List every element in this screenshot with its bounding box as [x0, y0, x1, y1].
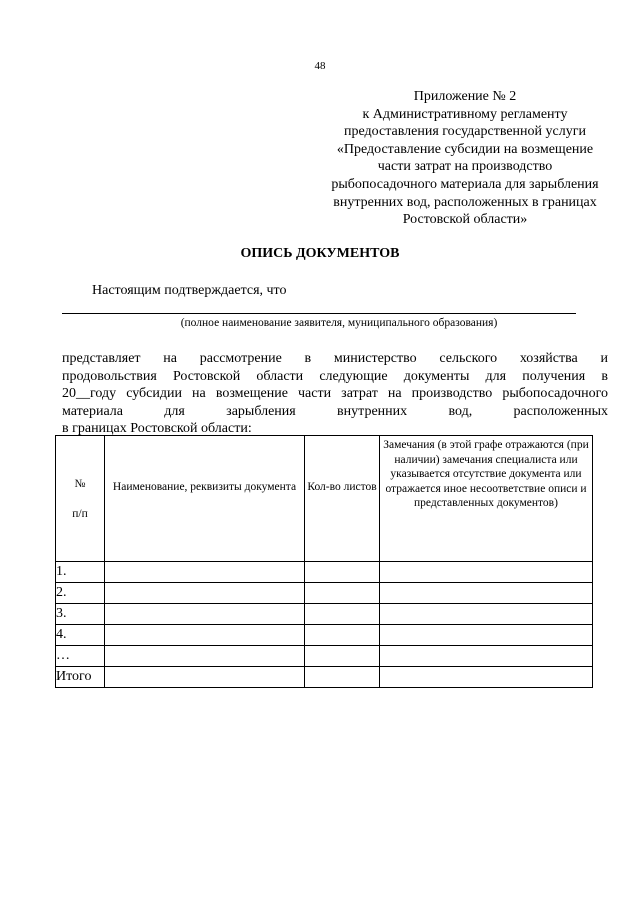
row-number: 4.	[56, 625, 105, 646]
header-number-abbr: п/п	[72, 507, 88, 520]
table-row	[56, 562, 593, 583]
sheet-count-cell	[305, 562, 380, 583]
sheet-count-cell	[305, 604, 380, 625]
header-document-name: Наименование, реквизиты документа	[105, 436, 305, 562]
document-name-cell	[105, 625, 305, 646]
body-line: представляет на рассмотрение в министерство сельского хозяйства и	[62, 351, 608, 366]
appendix-line: «Предоставление субсидии на возмещение	[336, 141, 594, 157]
remarks-cell	[380, 646, 593, 667]
header-number-symbol: №	[74, 477, 86, 490]
table-header-row	[56, 436, 593, 562]
row-number: 1.	[56, 562, 105, 583]
remarks-cell	[380, 583, 593, 604]
remarks-cell	[380, 625, 593, 646]
table-row	[56, 604, 593, 625]
body-line: 20__году субсидии на возмещение части затрат на производство рыбопосадочного	[62, 386, 608, 401]
row-number: 3.	[56, 604, 105, 625]
appendix-header	[300, 88, 630, 229]
confirm-text: Настоящим подтверждается, что	[92, 283, 287, 298]
appendix-line: Приложение № 2	[413, 89, 517, 104]
sheet-count-cell	[305, 646, 380, 667]
sheet-count-cell	[305, 583, 380, 604]
remarks-cell	[380, 562, 593, 583]
document-name-cell	[105, 562, 305, 583]
appendix-line: к Административному регламенту	[362, 106, 568, 122]
remarks-cell	[380, 604, 593, 625]
table-row-total	[56, 667, 593, 688]
appendix-line: внутренних вод, расположенных в границах	[333, 194, 597, 210]
body-line: продовольствия Ростовской области следующие документы для получения в	[62, 368, 608, 384]
body-line: в границах Ростовской области:	[62, 421, 252, 436]
row-number: …	[56, 646, 105, 667]
remarks-cell	[380, 667, 593, 688]
header-sheet-count: Кол-во листов	[305, 436, 380, 562]
table-row	[56, 625, 593, 646]
table-row	[56, 646, 593, 667]
document-name-cell	[105, 646, 305, 667]
document-name-cell	[105, 604, 305, 625]
document-name-cell	[105, 583, 305, 604]
header-number	[56, 436, 105, 562]
appendix-line: Ростовской области»	[402, 212, 528, 228]
table-row	[56, 583, 593, 604]
row-number: 2.	[56, 583, 105, 604]
appendix-line: части затрат на производство	[377, 159, 553, 175]
header-remarks: Замечания (в этой графе отражаются (при наличии) замечания специалиста или указывается отсутствие документа или отражается иное несоответствие описи и представленных документов)	[380, 436, 593, 562]
page-number: 48	[314, 60, 326, 72]
applicant-fill-caption: (полное наименование заявителя, муниципального образования)	[180, 317, 498, 329]
body-paragraph	[62, 350, 608, 438]
appendix-line: рыбопосадочного материала для зарыбления	[331, 176, 599, 192]
appendix-line: предоставления государственной услуги	[344, 124, 586, 140]
sheet-count-cell	[305, 667, 380, 688]
sheet-count-cell	[305, 625, 380, 646]
body-line: материала для зарыбления внутренних вод, расположенных	[62, 403, 608, 419]
documents-table	[55, 435, 593, 688]
document-title: ОПИСЬ ДОКУМЕНТОВ	[240, 246, 400, 261]
row-total-label: Итого	[56, 667, 105, 688]
document-name-cell	[105, 667, 305, 688]
applicant-fill-line	[62, 313, 576, 314]
